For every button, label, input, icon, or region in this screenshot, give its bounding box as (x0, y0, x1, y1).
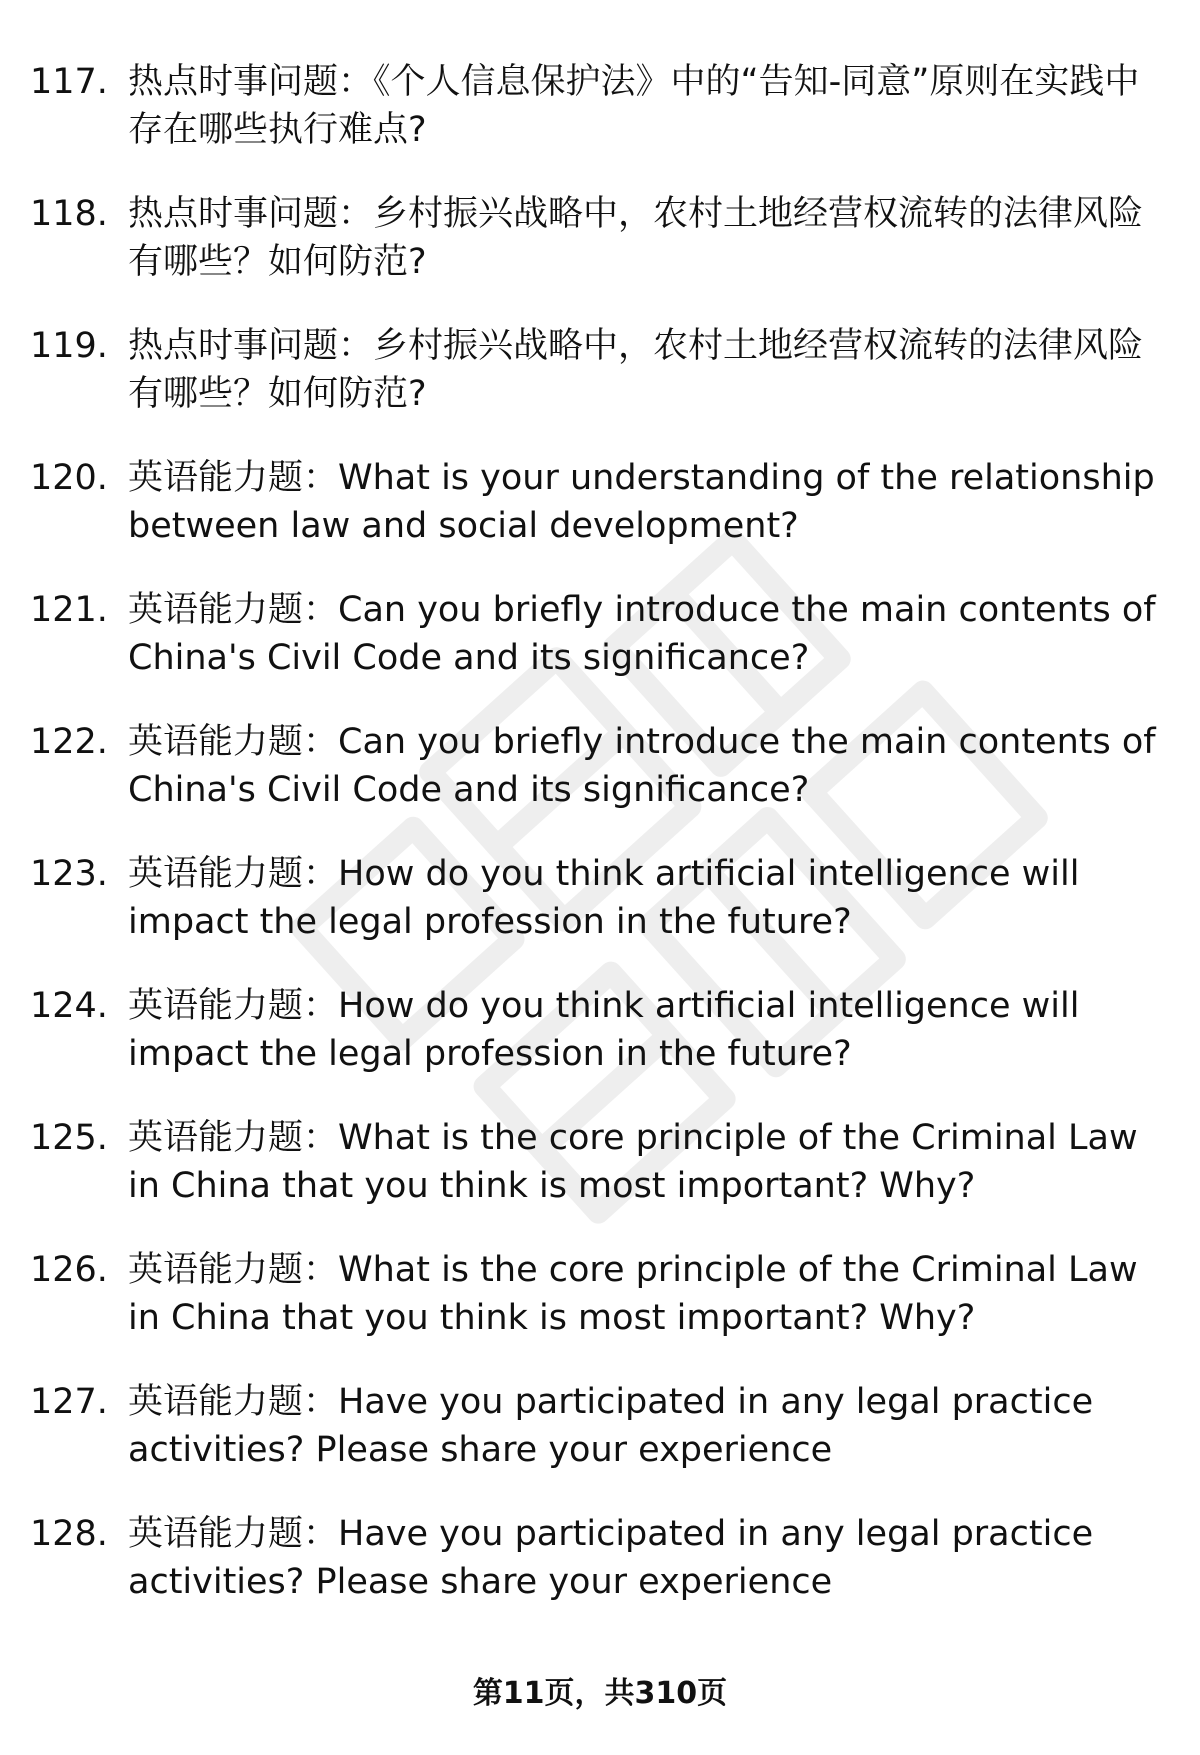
question-text: 英语能力题：Have you participated in any legal practice activities? Please share your experience (128, 1514, 1094, 1602)
question-text: 英语能力题：Have you participated in any legal practice activities? Please share your experience (128, 1382, 1094, 1470)
question-item (30, 718, 1165, 850)
question-text: 英语能力题：How do you think artificial intelligence will impact the legal profession in the future? (128, 986, 1080, 1074)
question-item (30, 850, 1165, 982)
question-item (30, 454, 1165, 586)
question-text: 英语能力题：What is your understanding of the relationship between law and social development? (128, 458, 1155, 546)
question-item (30, 322, 1165, 454)
question-text: 英语能力题：Can you briefly introduce the main contents of China's Civil Code and its significance? (128, 722, 1156, 810)
question-item (30, 1114, 1165, 1246)
question-number: 119. (30, 326, 108, 366)
question-item (30, 58, 1165, 190)
question-item (30, 586, 1165, 718)
page-footer-label: 第11页，共310页 (472, 1676, 728, 1711)
question-item (30, 190, 1165, 322)
question-number: 117. (30, 62, 108, 102)
question-text: 热点时事问题：《个人信息保护法》中的“告知-同意”原则在实践中存在哪些执行难点? (128, 62, 1140, 150)
question-number: 122. (30, 722, 108, 762)
question-number: 128. (30, 1514, 108, 1554)
question-item (30, 1510, 1165, 1642)
question-text: 英语能力题：What is the core principle of the Criminal Law in China that you think is most important? Why? (128, 1118, 1138, 1206)
question-item (30, 1378, 1165, 1510)
question-number: 125. (30, 1118, 108, 1158)
question-text: 热点时事问题：乡村振兴战略中，农村土地经营权流转的法律风险有哪些？如何防范? (128, 194, 1144, 282)
question-number: 120. (30, 458, 108, 498)
question-text: 英语能力题：Can you briefly introduce the main contents of China's Civil Code and its significance? (128, 590, 1156, 678)
question-number: 124. (30, 986, 108, 1026)
question-number: 118. (30, 194, 108, 234)
question-text: 热点时事问题：乡村振兴战略中，农村土地经营权流转的法律风险有哪些？如何防范? (128, 326, 1144, 414)
question-number: 123. (30, 854, 108, 894)
question-number: 126. (30, 1250, 108, 1290)
question-text: 英语能力题：What is the core principle of the Criminal Law in China that you think is most important? Why? (128, 1250, 1138, 1338)
question-item (30, 982, 1165, 1114)
question-list (30, 58, 1165, 1642)
question-text: 英语能力题：How do you think artificial intelligence will impact the legal profession in the future? (128, 854, 1080, 942)
question-number: 121. (30, 590, 108, 630)
question-number: 127. (30, 1382, 108, 1422)
question-item (30, 1246, 1165, 1378)
